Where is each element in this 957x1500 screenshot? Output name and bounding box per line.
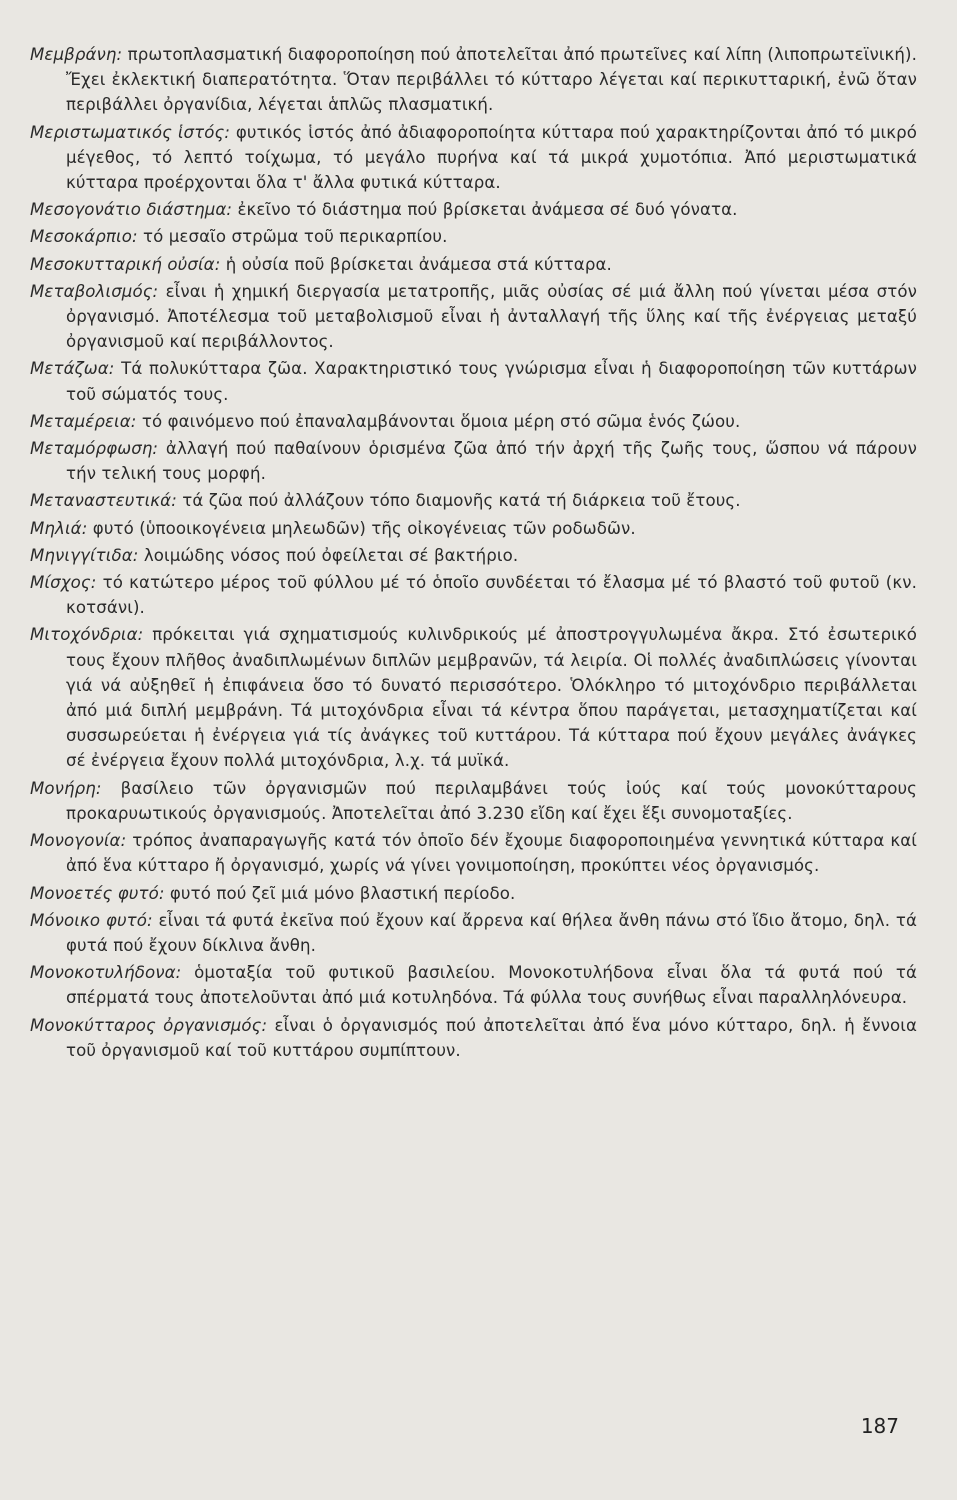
entry-term: Μεταβολισμός: <box>30 281 159 301</box>
glossary-entry <box>30 516 917 541</box>
entry-definition: φυτικός ἱστός ἀπό ἀδιαφοροποίητα κύτταρα πού χαρακτηρίζονται ἀπό τό μικρό μέγεθος, τό λεπτό τοίχωμα, τό μεγάλο πυρήνα καί τά μικρά χυμοτόπια. Ἀπό μεριστωματικά κύτταρα προέρχονται ὅλα τ' ἄλλα φυτικά κύτταρα. <box>66 122 917 193</box>
entry-term: Μεμβράνη: <box>30 45 123 64</box>
entry-definition: φυτό πού ζεῖ μιά μόνο βλαστική περίοδο. <box>164 883 516 903</box>
glossary-entry <box>30 409 917 434</box>
glossary-entry <box>30 543 917 568</box>
entry-term: Μεταναστευτικά: <box>30 491 177 511</box>
entry-definition: πρόκειται γιά σχηματισμούς κυλινδρικούς μέ ἀποστρογγυλωμένα ἄκρα. Στό ἐσωτερικό τους ἔχουν πλῆθος ἀναδιπλωμένων διπλῶν μεμβρανῶν, τά λειρία. Οἱ πολλές ἀναδιπλώσεις γίνονται γιά νά αὐξηθεῖ ἡ ἐπιφάνεια ὅσο τό δυνατό περισσότερο. Ὁλόκληρο τό μιτοχόνδριο περιβάλλεται ἀπό μιά διπλή μεμβράνη. Τά μιτοχόνδρια εἶναι τά κέντρα ὅπου παράγεται, μετασχηματίζεται καί συσσωρεύεται ἡ ἐνέργεια γιά τίς ἀνάγκες τοῦ κυττάρου. Τά κύτταρα πού ἔχουν μεγάλες ἀνάγκες σέ ἐνέργεια ἔχουν πολλά μιτοχόνδρια, λ.χ. τά μυϊκά. <box>66 625 917 771</box>
entry-term: Μεταμόρφωση: <box>30 439 159 459</box>
entry-term: Μεσοκάρπιο: <box>30 227 138 247</box>
entry-definition: ἐκεῖνο τό διάστημα πού βρίσκεται ἀνάμεσα σέ δυό γόνατα. <box>232 200 738 220</box>
entry-definition: πρωτοπλασματική διαφοροποίηση πού ἀποτελεῖται ἀπό πρωτεῖνες καί λίπη (λιποπρωτεϊνική). Ἔχει ἐκλεκτική διαπερατότητα. Ὅταν περιβάλλει τό κύτταρο λέγεται καί περικυτταρική, ἐνῶ ὅταν περιβάλλει ὀργανίδια, λέγεται ἁπλῶς πλασματική. <box>66 45 917 115</box>
glossary-entry <box>30 960 917 1010</box>
entry-definition: λοιμώδης νόσος πού ὀφείλεται σέ βακτήριο. <box>138 545 519 565</box>
entry-term: Μονογονία: <box>30 831 127 851</box>
glossary-entry <box>30 908 917 958</box>
entry-definition: βασίλειο τῶν ὀργανισμῶν πού περιλαμβάνει τούς ἰούς καί τούς μονοκύτταρους προκαρυωτικούς ὀργανισμούς. Ἀποτελεῖται ἀπό 3.230 εἴδη καί ἔχει ἕξι συνομοταξίες. <box>66 778 917 823</box>
entry-term: Μιτοχόνδρια: <box>30 625 144 645</box>
glossary-entry <box>30 881 917 906</box>
glossary-entry <box>30 436 917 486</box>
glossary-entry <box>30 828 917 878</box>
glossary-entry <box>30 197 917 222</box>
entry-term: Μόνοικο φυτό: <box>30 910 153 930</box>
entry-term: Μηλιά: <box>30 518 88 538</box>
entry-definition: εἶναι τά φυτά ἐκεῖνα πού ἔχουν καί ἄρρενα καί θήλεα ἄνθη πάνω στό ἴδιο ἄτομο, δηλ. τά φυτά πού ἔχουν δίκλινα ἄνθη. <box>66 910 917 955</box>
glossary-entry <box>30 42 917 118</box>
glossary-entry <box>30 224 917 249</box>
glossary-entry <box>30 622 917 773</box>
entry-term: Μεσοκυτταρική οὐσία: <box>30 254 221 274</box>
entry-term: Μίσχος: <box>30 573 97 593</box>
glossary-entry <box>30 356 917 406</box>
entry-definition: τό μεσαῖο στρῶμα τοῦ περικαρπίου. <box>137 227 448 247</box>
glossary-entry <box>30 120 917 196</box>
entry-term: Μεταμέρεια: <box>30 411 137 431</box>
entry-definition: εἶναι ὁ ὀργανισμός πού ἀποτελεῖται ἀπό ἕνα μόνο κύτταρο, δηλ. ἡ ἔννοια τοῦ ὀργανισμοῦ καί τοῦ κυττάρου συμπίπτουν. <box>66 1015 917 1060</box>
entry-term: Μεσογονάτιο διάστημα: <box>30 200 233 220</box>
glossary-entry <box>30 570 917 620</box>
glossary-entry <box>30 279 917 355</box>
entry-term: Μονοκοτυλήδονα: <box>30 963 182 983</box>
glossary-entry <box>30 1013 917 1063</box>
glossary-entry <box>30 776 917 826</box>
entry-term: Μονοετές φυτό: <box>30 883 165 903</box>
glossary-entry <box>30 488 917 513</box>
entry-term: Μηνιγγίτιδα: <box>30 545 139 565</box>
entry-definition: φυτό (ὑποοικογένεια μηλεωδῶν) τῆς οἰκογένειας τῶν ροδωδῶν. <box>87 518 636 538</box>
entry-definition: Τά πολυκύτταρα ζῶα. Χαρακτηριστικό τους γνώρισμα εἶναι ἡ διαφοροποίηση τῶν κυττάρων τοῦ σώματός τους. <box>66 359 917 404</box>
entry-term: Μονοκύτταρος ὀργανισμός: <box>30 1015 268 1035</box>
entry-definition: εἶναι ἡ χημική διεργασία μετατροπῆς, μιᾶς οὐσίας σέ μιά ἄλλη πού γίνεται μέσα στόν ὀργανισμό. Ἀποτέλεσμα τοῦ μεταβολισμοῦ εἶναι ἡ ἀνταλλαγή τῆς ὕλης καί τῆς ἐνέργειας μεταξύ ὀργανισμοῦ καί περιβάλλοντος. <box>66 281 917 352</box>
entry-definition: τά ζῶα πού ἀλλάζουν τόπο διαμονῆς κατά τή διάρκεια τοῦ ἔτους. <box>176 491 741 511</box>
glossary-entries <box>30 42 917 1063</box>
entry-definition: τό φαινόμενο πού ἐπαναλαμβάνονται ὅμοια μέρη στό σῶμα ἑνός ζώου. <box>136 411 741 431</box>
entry-definition: ἀλλαγή πού παθαίνουν ὁρισμένα ζῶα ἀπό τήν ἀρχή τῆς ζωῆς τους, ὥσπου νά πάρουν τήν τελική τους μορφή. <box>66 439 917 484</box>
entry-term: Μεριστωματικός ἱστός: <box>30 122 231 142</box>
entry-definition: τό κατώτερο μέρος τοῦ φύλλου μέ τό ὁποῖο συνδέεται τό ἔλασμα μέ τό βλαστό τοῦ φυτοῦ (κν. κοτσάνι). <box>66 573 917 618</box>
entry-term: Μετάζωα: <box>30 359 115 379</box>
glossary-entry <box>30 252 917 277</box>
entry-definition: ὁμοταξία τοῦ φυτικοῦ βασιλείου. Μονοκοτυλήδονα εἶναι ὅλα τά φυτά πού τά σπέρματά τους ἀποτελοῦνται ἀπό μιά κοτυληδόνα. Τά φύλλα τους συνήθως εἶναι παραλληλόνευρα. <box>66 963 917 1008</box>
entry-term: Μονήρη: <box>30 778 102 798</box>
page-number: 187 <box>860 1414 899 1438</box>
entry-definition: ἡ οὐσία ποῦ βρίσκεται ἀνάμεσα στά κύτταρα. <box>220 254 612 274</box>
entry-definition: τρόπος ἀναπαραγωγῆς κατά τόν ὁποῖο δέν ἔχουμε διαφοροποιημένα γεννητικά κύτταρα καί ἀπό ἕνα κύτταρο ἤ ὀργανισμό, χωρίς νά γίνει γονιμοποίηση, προκύπτει νέος ὀργανισμός. <box>66 831 917 876</box>
